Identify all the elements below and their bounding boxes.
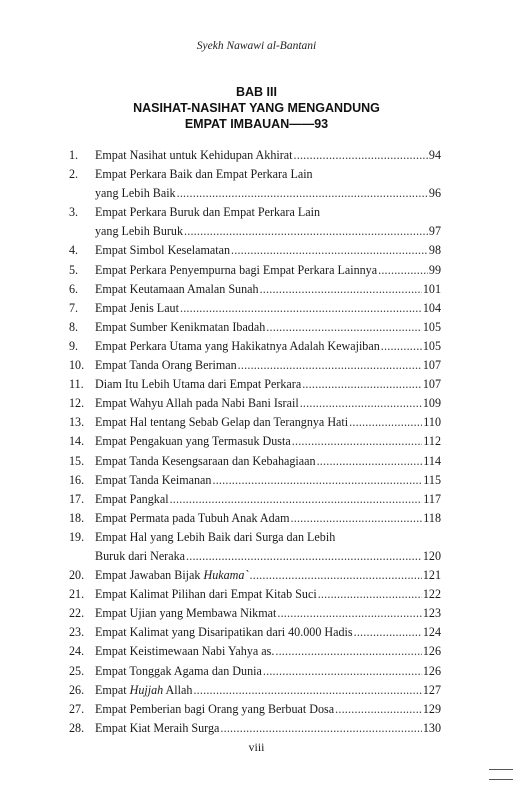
toc-page-number: 115 [423, 472, 441, 487]
toc-page-number: 127 [422, 682, 441, 697]
toc-entry-title: Empat Ujian yang Membawa Nikmat [95, 606, 277, 621]
toc-entry-line [95, 413, 441, 432]
toc-leader-dots [231, 241, 428, 260]
toc-entry [69, 432, 441, 451]
toc-entry-title: yang Lebih Buruk [95, 224, 183, 239]
toc-entry-title: Empat Pemberian bagi Orang yang Berbuat Dosa [95, 701, 335, 716]
toc-entry-number: 17. [69, 491, 85, 506]
toc-entry-title: Empat Kiat Meraih Surga [95, 720, 220, 735]
toc-page-number: 118 [423, 510, 441, 525]
toc-entry-title: Empat Nasihat untuk Kehidupan Akhirat [95, 148, 293, 162]
toc-entry [69, 318, 441, 337]
toc-entry-line [95, 184, 441, 203]
toc-entry [69, 452, 441, 471]
toc-leader-dots [220, 719, 421, 738]
toc-entry-title: Empat Sumber Kenikmatan Ibadah [95, 319, 266, 334]
toc-leader-dots [266, 318, 422, 337]
toc-entry [69, 375, 441, 394]
toc-entry-line [95, 432, 441, 451]
toc-entry-number: 14. [69, 434, 85, 449]
toc-leader-dots [193, 681, 421, 700]
toc-entry-number: 11. [69, 377, 84, 392]
toc-entry-number: 20. [69, 568, 85, 583]
toc-entry-number: 23. [69, 625, 85, 640]
toc-entry-title: Empat Perkara Penyempurna bagi Empat Perkara Lainnya [95, 262, 378, 277]
toc-entry-line [95, 452, 441, 471]
toc-entry-number: 21. [69, 587, 85, 602]
toc-entry-title: Empat Hujjah Allah [95, 682, 193, 697]
toc-leader-dots [238, 356, 422, 375]
toc-leader-dots [170, 490, 423, 509]
toc-entry [69, 413, 441, 432]
toc-entry [69, 566, 441, 585]
toc-entry-number: 7. [69, 300, 79, 315]
toc-page-number: 130 [422, 720, 441, 735]
toc-leader-dots [186, 547, 422, 566]
toc-entry-line [95, 318, 441, 337]
toc-entry [69, 203, 441, 241]
toc-leader-dots [212, 471, 422, 490]
toc-entry-title: Diam Itu Lebih Utama dari Empat Perkara [95, 377, 302, 392]
toc-entry-line [95, 337, 441, 356]
toc-entry [69, 719, 441, 738]
toc-entry-line [95, 203, 441, 222]
toc-entry-line [95, 528, 441, 547]
toc-entry [69, 280, 441, 299]
toc-entry-line [95, 471, 441, 490]
toc-page-number: 121 [422, 568, 441, 583]
toc-leader-dots [317, 452, 423, 471]
toc-entry-line [95, 662, 441, 681]
toc-entry-line [95, 165, 441, 184]
toc-leader-dots [381, 337, 422, 356]
toc-page-number: 110 [423, 415, 441, 430]
toc-page-number: 126 [422, 644, 441, 659]
toc-leader-dots [250, 566, 422, 585]
toc-entry-number: 5. [69, 262, 79, 277]
toc-page-number: 107 [422, 358, 441, 373]
toc-entry-title: Empat Hal yang Lebih Baik dari Surga dan Lebih [95, 529, 336, 544]
toc-page-number: 117 [423, 491, 441, 506]
toc-entry-title: Empat Perkara Buruk dan Empat Perkara Lain [95, 205, 320, 220]
toc-entry-title: Empat Permata pada Tubuh Anak Adam [95, 510, 290, 525]
toc-entry-line [95, 623, 441, 642]
toc-entry-number: 10. [69, 358, 85, 373]
toc-entry-title: Empat Jawaban Bijak Hukama` [95, 568, 249, 583]
toc-entry [69, 356, 441, 375]
toc-entry-line [95, 280, 441, 299]
toc-entry [69, 337, 441, 356]
toc-entry-title: Empat Kalimat yang Disaripatikan dari 40.000 Hadis [95, 625, 353, 640]
chapter-label: BAB III [236, 85, 277, 99]
toc-leader-dots [294, 146, 428, 165]
toc-page-number: 99 [428, 262, 441, 277]
chapter-title-line-1: NASIHAT-NASIHAT YANG MENGANDUNG [133, 101, 380, 115]
toc-entry-line [95, 719, 441, 738]
toc-leader-dots [275, 642, 422, 661]
toc-entry [69, 299, 441, 318]
toc-entry [69, 528, 441, 566]
toc-entry-line [95, 642, 441, 661]
toc-entry-number: 16. [69, 472, 85, 487]
toc-page-number: 112 [423, 434, 441, 449]
toc-page-number: 101 [422, 281, 441, 296]
toc-entry-number: 9. [69, 338, 79, 353]
chapter-heading [0, 84, 513, 132]
toc-entry [69, 604, 441, 623]
toc-page-number: 107 [422, 377, 441, 392]
toc-entry [69, 394, 441, 413]
toc-leader-dots [180, 299, 422, 318]
toc-entry-title: Empat Keutamaan Amalan Sunah [95, 281, 259, 296]
toc-page-number: 105 [422, 338, 441, 353]
toc-entry-line [95, 375, 441, 394]
toc-page-number: 97 [428, 224, 441, 239]
page-edge-mark [489, 779, 513, 780]
toc-leader-dots [335, 700, 422, 719]
toc-entry-line [95, 222, 441, 241]
toc-entry [69, 585, 441, 604]
toc-entry-title: Empat Perkara Utama yang Hakikatnya Adalah Kewajiban [95, 338, 380, 353]
toc-entry-number: 24. [69, 644, 85, 659]
page-edge-mark [489, 769, 513, 770]
toc-entry-number: 13. [69, 415, 85, 430]
toc-entry [69, 662, 441, 681]
toc-leader-dots [349, 413, 422, 432]
toc-page-number: 96 [428, 186, 441, 201]
toc-entry-number: 28. [69, 720, 85, 735]
toc-entry-line [95, 585, 441, 604]
toc-leader-dots [260, 280, 422, 299]
toc-entry [69, 509, 441, 528]
toc-entry [69, 623, 441, 642]
toc-page-number: 122 [422, 587, 441, 602]
table-of-contents [69, 146, 441, 738]
toc-leader-dots [263, 662, 422, 681]
toc-page-number: 123 [422, 606, 441, 621]
toc-entry-title: Empat Wahyu Allah pada Nabi Bani Israil [95, 396, 299, 411]
toc-entry-title: Empat Simbol Keselamatan [95, 243, 231, 258]
toc-entry-title: Empat Kalimat Pilihan dari Empat Kitab Suci [95, 587, 317, 602]
toc-entry-line [95, 299, 441, 318]
toc-entry-number: 22. [69, 606, 85, 621]
toc-entry-number: 27. [69, 701, 85, 716]
toc-entry-title: Buruk dari Neraka [95, 548, 185, 563]
toc-leader-dots [177, 184, 428, 203]
toc-entry [69, 471, 441, 490]
toc-page-number: 105 [422, 319, 441, 334]
toc-leader-dots [277, 604, 422, 623]
toc-entry [69, 490, 441, 509]
toc-page-number: 94 [428, 148, 441, 162]
toc-entry-number: 4. [69, 243, 79, 258]
toc-entry-line [95, 681, 441, 700]
toc-page-number: 129 [422, 701, 441, 716]
toc-entry-title: Empat Tanda Kesengsaraan dan Kebahagiaan [95, 453, 316, 468]
toc-entry-title: Empat Jenis Laut [95, 300, 179, 315]
toc-entry-number: 26. [69, 682, 85, 697]
toc-entry-title: Empat Tanda Orang Beriman [95, 358, 237, 373]
toc-entry-number: 8. [69, 319, 79, 334]
toc-entry-title: Empat Keistimewaan Nabi Yahya as. [95, 644, 275, 659]
toc-entry-line [95, 700, 441, 719]
chapter-title-line-2: EMPAT IMBAUAN——93 [184, 117, 329, 131]
toc-page-number: 114 [423, 453, 441, 468]
toc-entry-line [95, 356, 441, 375]
toc-entry-title: Empat Perkara Baik dan Empat Perkara Lain [95, 167, 313, 182]
toc-page-number: 98 [428, 243, 441, 258]
toc-entry [69, 165, 441, 203]
toc-entry-number: 1. [69, 148, 79, 162]
toc-entry [69, 681, 441, 700]
toc-entry-line [95, 261, 441, 280]
toc-entry-number: 25. [69, 663, 85, 678]
toc-entry [69, 241, 441, 260]
toc-page-number: 120 [422, 548, 441, 563]
page-number: viii [248, 740, 265, 754]
toc-entry-title: Empat Hal tentang Sebab Gelap dan Terangnya Hati [95, 415, 349, 430]
toc-entry-number: 15. [69, 453, 85, 468]
toc-leader-dots [300, 394, 422, 413]
toc-entry-line [95, 490, 441, 509]
toc-entry-title: Empat Tonggak Agama dan Dunia [95, 663, 262, 678]
toc-entry-number: 19. [69, 529, 85, 544]
toc-entry [69, 642, 441, 661]
toc-leader-dots [184, 222, 428, 241]
toc-entry-number: 3. [69, 205, 79, 220]
toc-entry [69, 700, 441, 719]
toc-page-number: 109 [422, 396, 441, 411]
toc-entry-line [95, 394, 441, 413]
toc-entry-line [95, 509, 441, 528]
toc-leader-dots [302, 375, 422, 394]
toc-entry [69, 146, 441, 165]
toc-entry-line [95, 547, 441, 566]
toc-entry-title: Empat Tanda Keimanan [95, 472, 212, 487]
toc-entry-title: yang Lebih Baik [95, 186, 176, 201]
toc-entry-title: Empat Pengakuan yang Termasuk Dusta [95, 434, 291, 449]
toc-leader-dots [354, 623, 422, 642]
toc-entry-line [95, 241, 441, 260]
toc-page-number: 126 [422, 663, 441, 678]
toc-leader-dots [318, 585, 422, 604]
toc-entry-line [95, 604, 441, 623]
toc-leader-dots [378, 261, 428, 280]
toc-entry-number: 6. [69, 281, 79, 296]
running-head: Syekh Nawawi al-Bantani [196, 40, 317, 52]
toc-page-number: 104 [422, 300, 441, 315]
toc-entry-number: 18. [69, 510, 85, 525]
toc-entry-line [95, 566, 441, 585]
toc-page-number: 124 [422, 625, 441, 640]
toc-entry-title: Empat Pangkal [95, 491, 169, 506]
toc-leader-dots [292, 432, 423, 451]
toc-leader-dots [291, 509, 423, 528]
toc-entry-line [95, 146, 441, 165]
toc-entry-number: 2. [69, 167, 79, 182]
toc-entry-number: 12. [69, 396, 85, 411]
toc-entry [69, 261, 441, 280]
